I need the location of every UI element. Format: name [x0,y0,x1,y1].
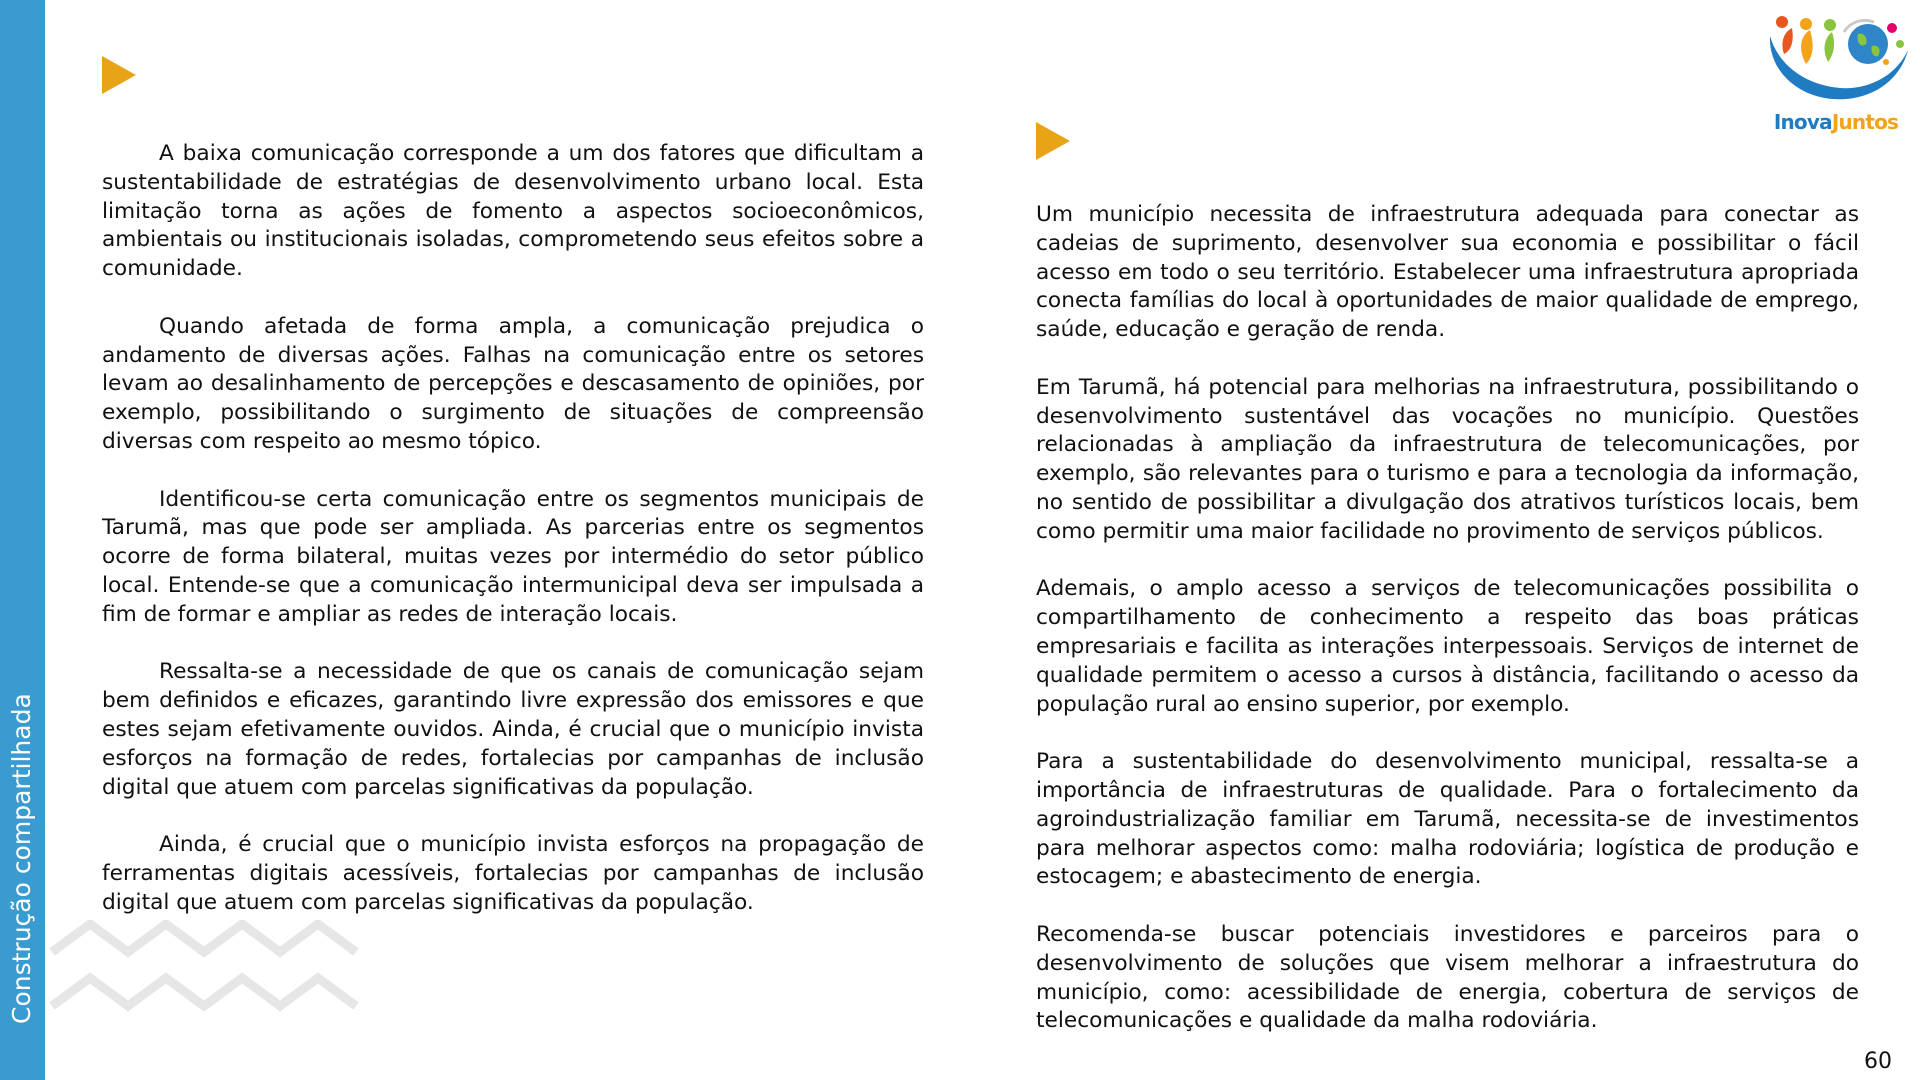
paragraph: A baixa comunicação corresponde a um dos fatores que dificultam a sustentabilidade de estratégias de desenvolvimento urbano local. Esta limitação torna as ações de fomento a aspectos socioeconômicos, ambientais ou institucionais isoladas, comprometendo seus efeitos sobre a comunidade. [102,141,924,282]
right-text-column [1036,201,1859,1065]
paragraph: Identificou-se certa comunicação entre os segmentos municipais de Tarumã, mas que pode ser ampliada. As parcerias entre os segmentos ocorre de forma bilateral, muitas vezes por intermédio do setor público local. Entende-se que a comunicação intermunicipal deva ser impulsada a fim de formar e ampliar as redes de interação locais. [102,486,924,627]
paragraph: Recomenda-se buscar potenciais investidores e parceiros para o desenvolvimento de soluções que visem melhorar a infraestrutura do município, como: acessibilidade de energia, cobertura de serviços de telecomunicações e qualidade da malha rodoviária. [1036,921,1859,1034]
section-arrow-icon [1036,122,1070,160]
page-number: 60 [1864,1049,1892,1074]
sidebar [0,0,45,1080]
paragraph: Ressalta-se a necessidade de que os canais de comunicação sejam bem definidos e eficazes, garantindo livre expressão dos emissores e que estes sejam efetivamente ouvidos. Ainda, é crucial que o município invista esforços na formação de redes, fortalecias por campanhas de inclusão digital que atuem com parcelas significativas da população. [102,659,924,800]
paragraph: Quando afetada de forma ampla, a comunicação prejudica o andamento de diversas ações. Falhas na comunicação entre os setores levam ao desalinhamento de percepções e descasamento de opiniões, por exemplo, possibilitando o surgimento de situações de compreensão diversas com respeito ao mesmo tópico. [102,313,924,454]
logo-word-inova: Inova [1773,110,1832,134]
logo-word-juntos: Juntos [1831,110,1899,134]
paragraph: Para a sustentabilidade do desenvolvimento municipal, ressalta-se a importância de infraestruturas de qualidade. Para o fortalecimento da agroindustrialização familiar em Tarumã, necessita-se de investimentos para melhorar aspectos como: malha rodoviária; logística de produção e estocagem; e abastecimento de energia. [1036,749,1859,890]
sidebar-label: Construção compartilhada [7,693,36,1024]
section-arrow-icon [102,56,136,94]
paragraph: Em Tarumã, há potencial para melhorias na infraestrutura, possibilitando o desenvolvimento sustentável das vocações no município. Questões relacionadas à ampliação da infraestrutura de telecomunicações, por exemplo, são relevantes para o turismo e para a tecnologia da informação, no sentido de possibilitar a divulgação dos atrativos turísticos locais, bem como permitir uma maior facilidade no provimento de serviços públicos. [1036,374,1859,544]
logo-wordmark [1762,110,1910,134]
paragraph: Ademais, o amplo acesso a serviços de telecomunicações possibilita o compartilhamento de conhecimento a respeito das boas práticas empresariais e facilita as interações interpessoais. Serviços de internet de qualidade permitem o acesso a cursos à distância, facilitando o acesso da população rural ao ensino superior, por exemplo. [1036,576,1859,717]
inovajuntos-logo [1762,14,1910,136]
logo-graphic-icon [1762,14,1910,110]
paragraph: Ainda, é crucial que o município invista esforços na propagação de ferramentas digitais acessíveis, fortalecias por campanhas de inclusão digital que atuem com parcelas significativas da população. [102,832,924,915]
paragraph: Um município necessita de infraestrutura adequada para conectar as cadeias de suprimento, desenvolver sua economia e possibilitar o fácil acesso em todo o seu território. Estabelecer uma infraestrutura apropriada conecta famílias do local à oportunidades de maior qualidade de emprego, saúde, educação e geração de renda. [1036,202,1859,343]
left-text-column [102,140,924,946]
